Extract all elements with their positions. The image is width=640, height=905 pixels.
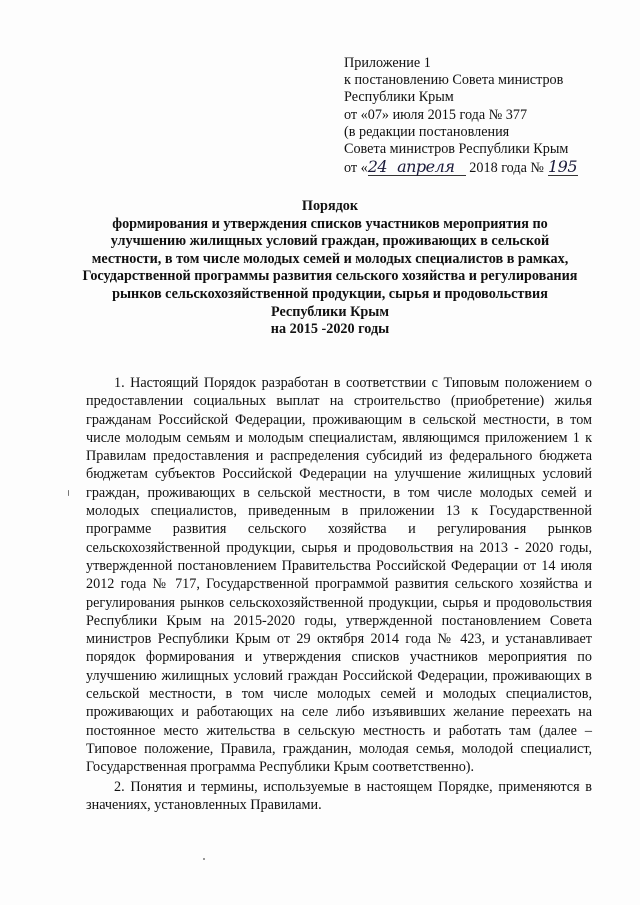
handwritten-number: 195 (547, 157, 578, 177)
document-title: Порядок (301, 198, 359, 214)
appendix-resolution-ref: к постановлению Совета министров (344, 72, 564, 89)
appendix-amendment-intro: (в редакции постановления (344, 123, 510, 140)
scan-speck (68, 490, 69, 496)
amendment-date-prefix: от « (344, 160, 368, 177)
paragraph-2: 2. Понятия и термины, используемые в настоящем Порядке, применяются в значениях, установленных Правилами. (86, 778, 592, 813)
appendix-amendment-council: Совета министров Республики Крым (344, 141, 569, 158)
scan-speck (203, 858, 205, 860)
amendment-date-line (344, 158, 614, 177)
handwritten-day: 24 (367, 157, 388, 177)
document-title-description: формирования и утверждения списков участников мероприятия по улучшению жилищных условий граждан, проживающих в сельской местности, в том числе молодых семей и молодых специалистов в рамках, Государственной программы развития сельского хозяйства и регулирования рынков сельскохозяйственной продукции, сырья и продовольствия Республики Крым (82, 215, 578, 320)
handwritten-month: апреля (386, 158, 466, 176)
paragraph-1: 1. Настоящий Порядок разработан в соответствии с Типовым положением о предоставлении социальных выплат на строительство (приобретение) жилья гражданам Российской Федерации, проживающим в сельской местности, в том числе молодым семьям и молодым специалистам, являющимся приложением 1 к Правилам предоставления и распределения субсидий из федерального бюджета бюджетам субъектов Российской Федерации на улучшение жилищных условий граждан, проживающих в сельской местности, в том числе молодых семей и молодых специалистов, приведенным в приложении 13 к Государственной программе развития сельского хозяйства и регулирования рынков сельскохозяйственной продукции, сырья и продовольствия на 2013 - 2020 годы, утвержденной постановлением Правительства Российской Федерации от 14 июля 2012 года № 717, Государственной программой развития сельского хозяйства и регулирования рынков сельскохозяйственной продукции, сырья и продовольствия Республики Крым на 2015-2020 годы, утвержденной постановлением Совета министров Республики Крым от 29 октября 2014 года № 423, и устанавливает порядок формирования и утверждения списков участников мероприятия по улучшению жилищных условий граждан Российской Федерации, проживающих в сельской местности, в том числе молодых семей и молодых специалистов, проживающих и работающих на селе либо изъявивших желание переехать на постоянное место жительства в сельскую местность и работать там (далее – Типовое положение, Правила, гражданин, молодая семья, молодой специалист, Государственная программа Республики Крым соответственно). (86, 375, 592, 776)
appendix-republic: Республики Крым (344, 89, 454, 106)
appendix-original-date: от «07» июля 2015 года № 377 (344, 106, 528, 123)
appendix-title: Приложение 1 (344, 55, 431, 71)
amendment-year-text: 2018 года № (469, 160, 544, 177)
document-title-block (80, 198, 580, 339)
appendix-header (344, 55, 614, 177)
document-body (86, 374, 592, 814)
document-title-years: на 2015 -2020 годы (270, 321, 390, 338)
